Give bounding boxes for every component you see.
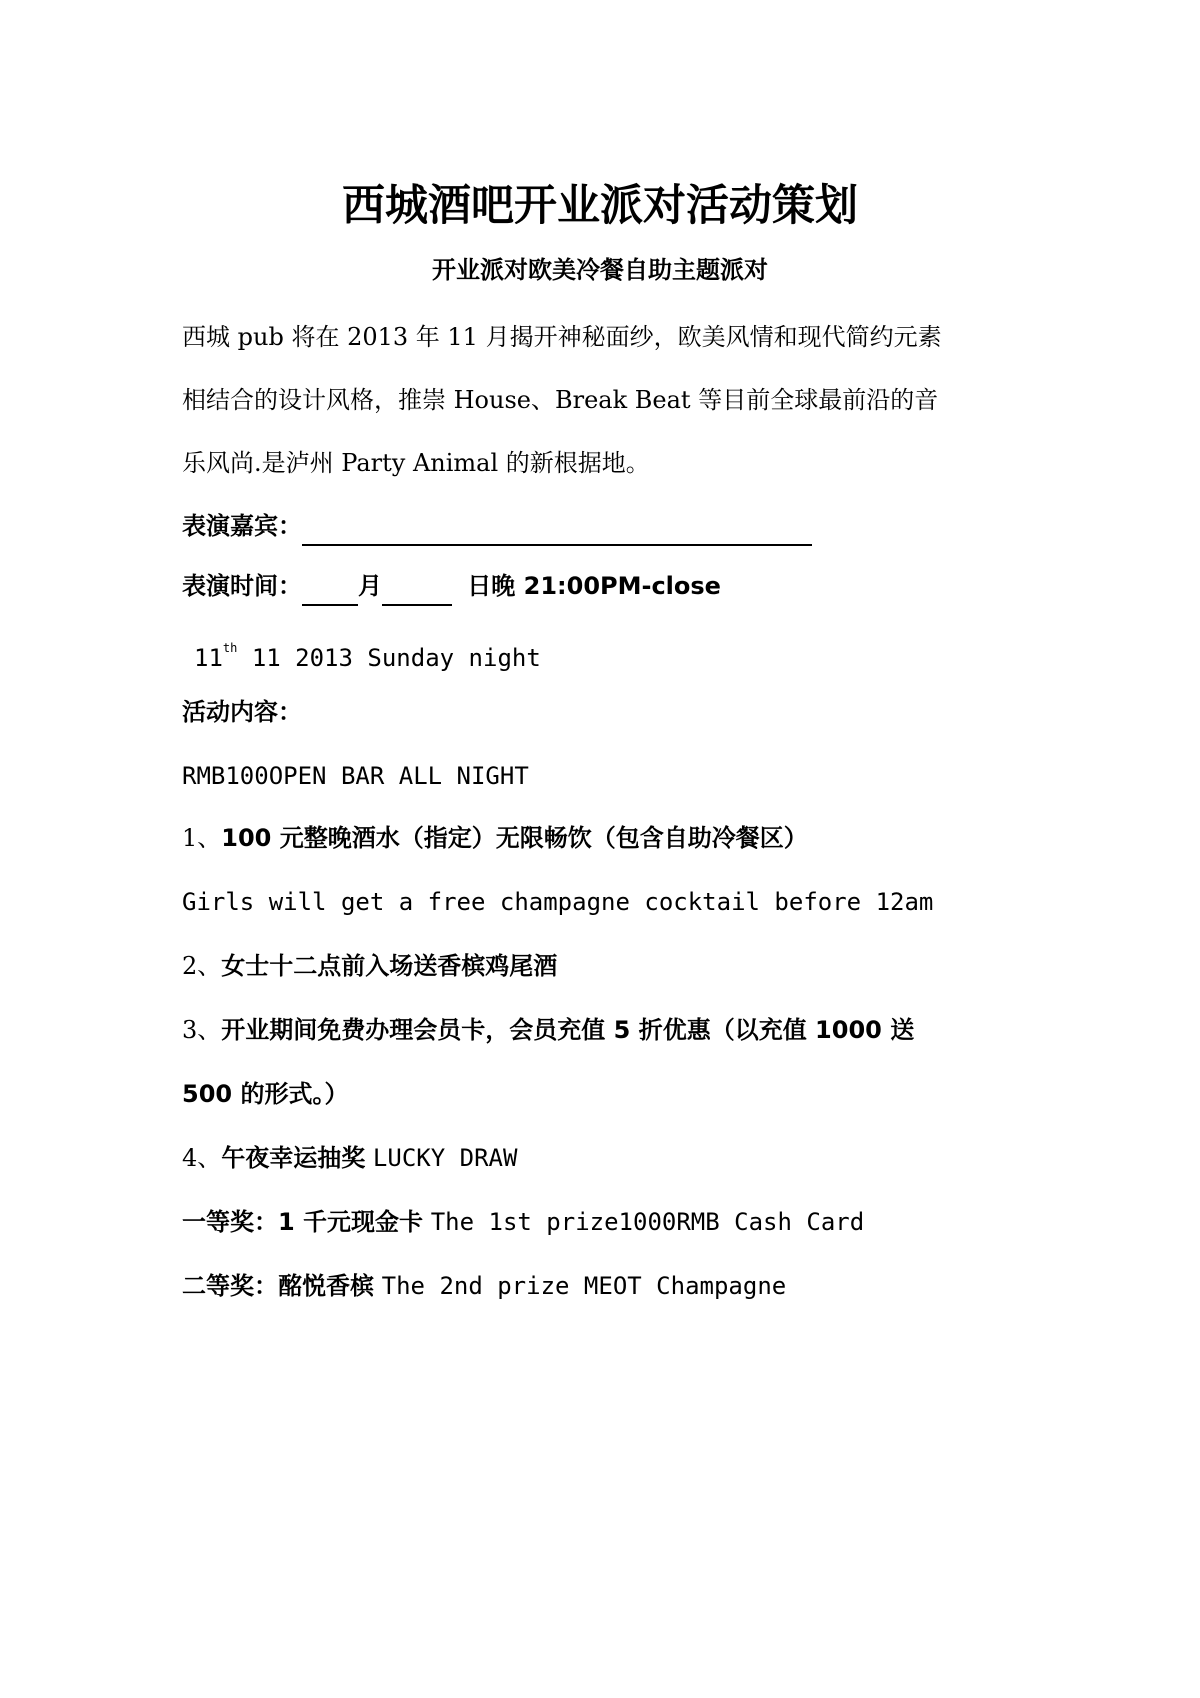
prize-2-chinese: 酩悦香槟 <box>278 1272 374 1300</box>
item-2-number: 2、 <box>182 952 222 980</box>
intro-line-2: 相结合的设计风格，推崇 House、Break Beat 等目前全球最前沿的音 <box>182 386 939 414</box>
item-4-text: 午夜幸运抽奖 <box>221 1144 366 1172</box>
item-3-text: 开业期间免费办理会员卡，会员充值 5 折优惠（以充值 1000 送 <box>221 1016 915 1044</box>
content-label: 活动内容： <box>182 698 302 726</box>
document-subtitle: 开业派对欧美冷餐自助主题派对 <box>432 256 768 284</box>
item-4-english: LUCKY DRAW <box>372 1144 518 1172</box>
item-3 <box>182 1010 1042 1050</box>
prize-2-english: The 2nd prize MEOT Champagne <box>381 1272 787 1300</box>
guest-blank <box>302 514 812 546</box>
prize-2 <box>182 1266 1042 1306</box>
open-bar-line: RMB100OPEN BAR ALL NIGHT <box>182 762 529 790</box>
intro-line-1: 西城 pub 将在 2013 年 11 月揭开神秘面纱，欧美风情和现代简约元素 <box>182 323 942 351</box>
time-line <box>182 566 1042 606</box>
item-4 <box>182 1138 1042 1178</box>
prize-1-english: The 1st prize1000RMB Cash Card <box>430 1208 865 1236</box>
item-4-number: 4、 <box>182 1144 222 1172</box>
date-en-rest: 11 2013 Sunday night <box>251 644 541 672</box>
item-2-text: 女士十二点前入场送香槟鸡尾酒 <box>221 952 558 980</box>
time-rest: 日晚 21:00PM-close <box>467 572 721 600</box>
prize-1-chinese: 1 千元现金卡 <box>278 1208 424 1236</box>
item-3-continuation: 500 的形式。） <box>182 1080 349 1108</box>
time-label: 表演时间： <box>182 572 302 600</box>
date-en-sup: th <box>222 641 238 655</box>
item-1-text: 100 元整晚酒水（指定）无限畅饮（包含自助冷餐区） <box>221 824 808 852</box>
date-en-day: 11 <box>194 644 223 672</box>
intro-paragraph <box>182 306 1020 495</box>
intro-line-3: 乐风尚.是泸州 Party Animal 的新根据地。 <box>182 449 650 477</box>
month-blank <box>302 574 358 606</box>
item-2 <box>182 946 1042 986</box>
date-english <box>194 628 1054 678</box>
item-3-number: 3、 <box>182 1016 222 1044</box>
guest-line <box>182 506 1042 546</box>
prize-1-label: 一等奖： <box>182 1208 278 1236</box>
item-1 <box>182 818 1042 858</box>
prize-1 <box>182 1202 1042 1242</box>
girls-english-line: Girls will get a free champagne cocktail before 12am <box>182 888 934 916</box>
prize-2-label: 二等奖： <box>182 1272 278 1300</box>
day-blank <box>382 574 452 606</box>
item-1-number: 1、 <box>182 824 222 852</box>
guest-label: 表演嘉宾： <box>182 512 302 540</box>
document-title: 西城酒吧开业派对活动策划 <box>342 181 858 231</box>
time-month: 月 <box>358 572 382 600</box>
